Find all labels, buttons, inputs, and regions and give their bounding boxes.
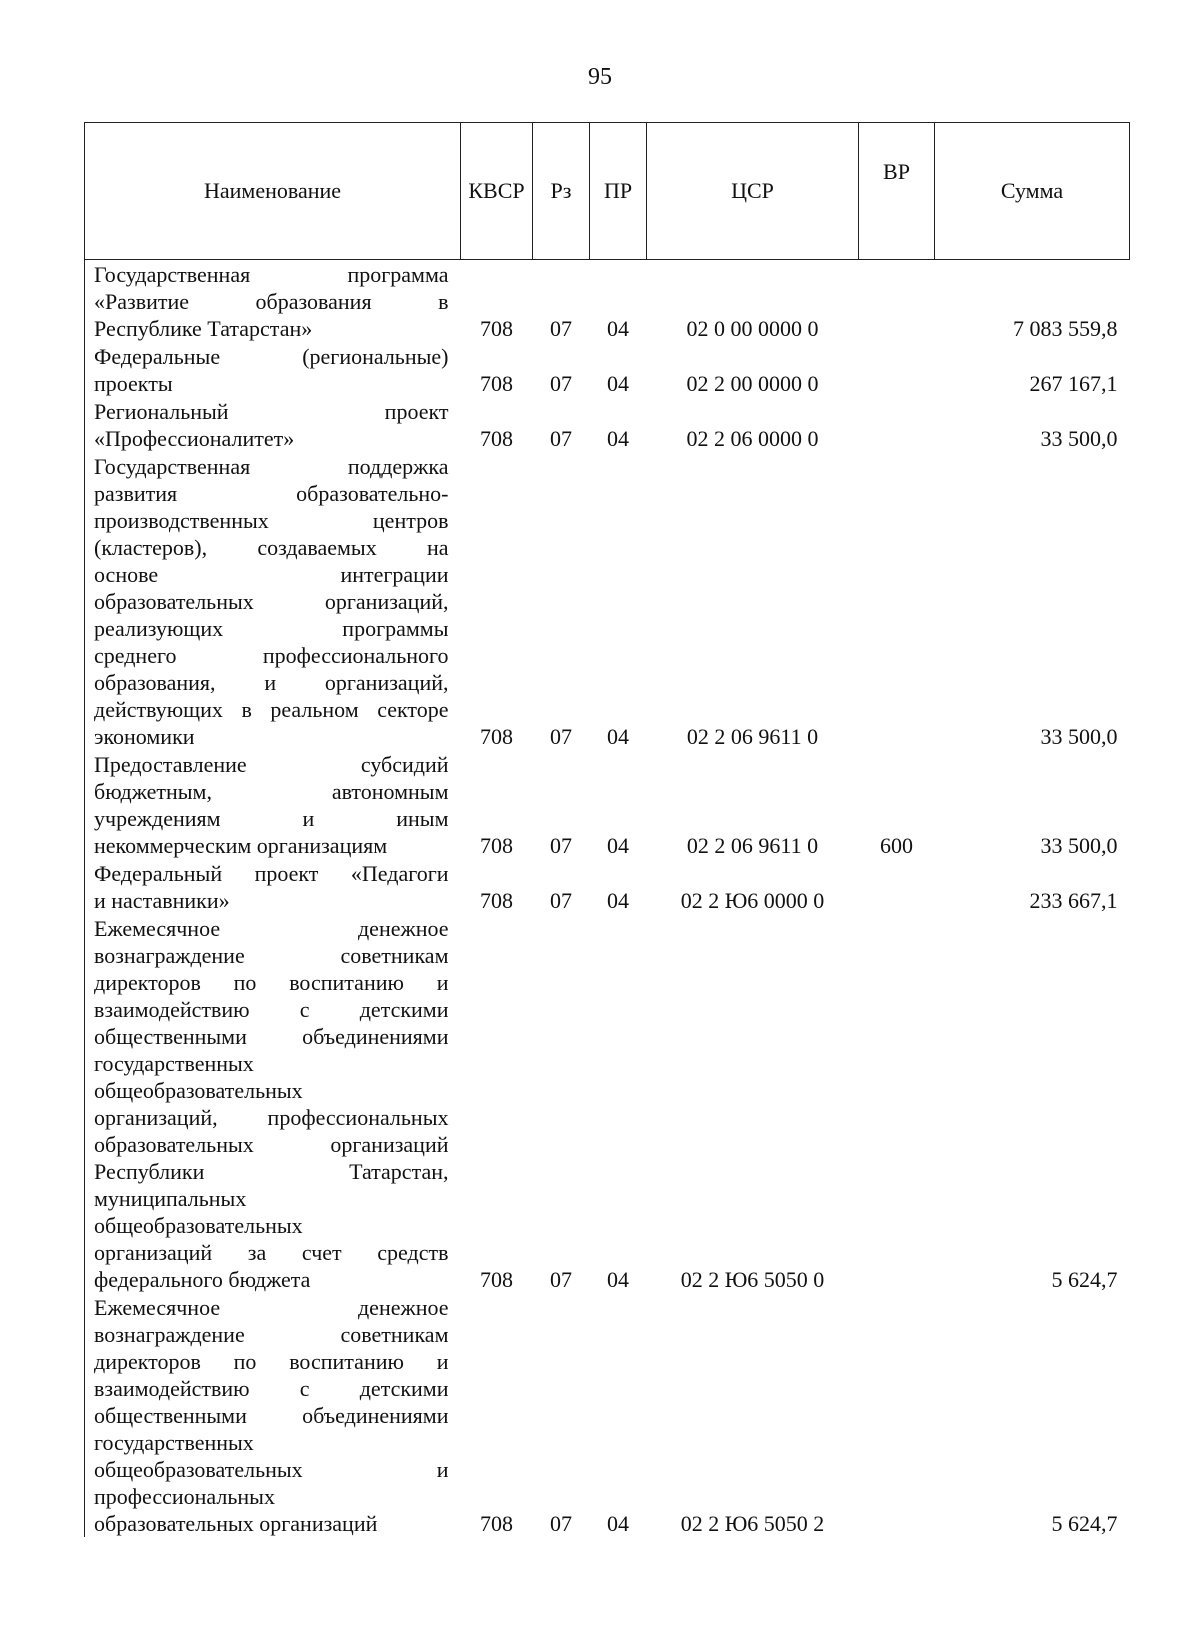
row-name (85, 859, 461, 914)
row-pr: 04 (607, 426, 629, 451)
row-rz: 07 (550, 426, 572, 451)
row-rz: 07 (550, 724, 572, 749)
row-pr: 04 (607, 833, 629, 858)
row-pr: 04 (607, 1267, 629, 1292)
row-csr: 02 2 06 0000 0 (686, 426, 819, 451)
row-name-line: и наставники» (94, 888, 230, 913)
row-kvsr: 708 (480, 1511, 513, 1536)
row-vr (859, 1293, 935, 1537)
header-name: Наименование (85, 123, 461, 260)
row-name-line: Региональный проект (94, 399, 449, 424)
row-name-line: «Профессионалитет» (94, 426, 295, 451)
row-name-line: общественными объединениями (94, 1403, 449, 1428)
row-name-line: развития образовательно- (94, 481, 449, 506)
table-body (85, 260, 1130, 1538)
row-name-line: федерального бюджета (94, 1267, 311, 1292)
row-kvsr: 708 (480, 1267, 513, 1292)
row-pr: 04 (607, 371, 629, 396)
row-vr (859, 397, 935, 452)
row-vr (859, 859, 935, 914)
row-name-line: общеобразовательных (94, 1213, 303, 1238)
row-name-line: некоммерческим организациям (94, 833, 388, 858)
row-name (85, 750, 461, 859)
header-csr: ЦСР (647, 123, 859, 260)
row-name-line: проекты (94, 371, 173, 396)
row-name-line: вознаграждение советникам (94, 1322, 449, 1347)
row-csr: 02 0 00 0000 0 (686, 316, 819, 341)
table-row (85, 750, 1130, 859)
table-row (85, 452, 1130, 750)
table-row (85, 260, 1130, 343)
row-pr: 04 (607, 1511, 629, 1536)
row-pr: 04 (607, 888, 629, 913)
row-name-line: Республики Татарстан, (94, 1159, 449, 1184)
row-rz: 07 (550, 316, 572, 341)
row-csr: 02 2 06 9611 0 (686, 833, 819, 858)
table-row (85, 859, 1130, 914)
row-name-line: Ежемесячное денежное (94, 1295, 449, 1320)
header-rz: Рз (533, 123, 590, 260)
row-name-line: организаций за счет средств (94, 1240, 449, 1265)
table-row (85, 1293, 1130, 1537)
row-name (85, 260, 461, 343)
row-name-line: учреждениям и иным (94, 806, 449, 831)
row-name-line: вознаграждение советникам (94, 943, 449, 968)
row-vr (859, 342, 935, 397)
row-name-line: действующих в реальном секторе (94, 697, 449, 722)
row-rz: 07 (550, 833, 572, 858)
row-vr: 600 (880, 833, 913, 858)
row-pr: 04 (607, 316, 629, 341)
row-kvsr: 708 (480, 426, 513, 451)
row-name-line: Ежемесячное денежное (94, 916, 449, 941)
table-row (85, 342, 1130, 397)
row-name-line: образовательных организаций, (94, 589, 449, 614)
row-name-line: Предоставление субсидий (94, 752, 449, 777)
row-name-line: директоров по воспитанию и (94, 1349, 449, 1374)
row-kvsr: 708 (480, 833, 513, 858)
row-name-line: экономики (94, 724, 195, 749)
page-number: 95 (588, 64, 612, 90)
row-vr (859, 914, 935, 1293)
row-rz: 07 (550, 371, 572, 396)
row-rz: 07 (550, 1267, 572, 1292)
row-rz: 07 (550, 888, 572, 913)
header-kvsr: КВСР (461, 123, 533, 260)
row-name-line: Государственная поддержка (94, 454, 449, 479)
row-name-line: Федеральный проект «Педагоги (94, 861, 449, 886)
row-rz: 07 (550, 1511, 572, 1536)
row-kvsr: 708 (480, 371, 513, 396)
table-row (85, 914, 1130, 1293)
row-csr: 02 2 00 0000 0 (686, 371, 819, 396)
row-name-line: производственных центров (94, 508, 449, 533)
row-name-line: муниципальных (94, 1186, 247, 1211)
header-pr: ПР (590, 123, 647, 260)
row-name-line: реализующих программы (94, 616, 449, 641)
row-pr: 04 (607, 724, 629, 749)
row-sum: 33 500,0 (1040, 833, 1118, 858)
row-name-line: (кластеров), создаваемых на (94, 535, 449, 560)
row-name (85, 342, 461, 397)
row-sum: 7 083 559,8 (1013, 316, 1118, 341)
header-vr: ВР (859, 123, 935, 260)
row-name-line: бюджетным, автономным (94, 779, 449, 804)
row-name (85, 397, 461, 452)
row-csr: 02 2 Ю6 0000 0 (680, 888, 825, 913)
row-kvsr: 708 (480, 724, 513, 749)
budget-table (84, 122, 1130, 1537)
row-name-line: общеобразовательных и (94, 1457, 449, 1482)
row-name-line: «Развитие образования в (94, 289, 449, 314)
row-name-line: взаимодействию с детскими (94, 997, 449, 1022)
row-sum: 5 624,7 (1051, 1267, 1118, 1292)
table-header (85, 123, 1130, 260)
row-name-line: директоров по воспитанию и (94, 970, 449, 995)
row-name-line: взаимодействию с детскими (94, 1376, 449, 1401)
row-vr (859, 452, 935, 750)
row-sum: 33 500,0 (1040, 426, 1118, 451)
row-name (85, 452, 461, 750)
header-sum: Сумма (935, 123, 1130, 260)
row-name-line: общеобразовательных (94, 1078, 303, 1103)
row-name-line: государственных (94, 1051, 254, 1076)
row-kvsr: 708 (480, 888, 513, 913)
table-row (85, 397, 1130, 452)
row-sum: 33 500,0 (1040, 724, 1118, 749)
row-sum: 267 167,1 (1029, 371, 1118, 396)
row-kvsr: 708 (480, 316, 513, 341)
row-name (85, 1293, 461, 1537)
row-name-line: Федеральные (региональные) (94, 344, 449, 369)
row-vr (859, 260, 935, 343)
row-name-line: Республике Татарстан» (94, 316, 313, 341)
row-name-line: основе интеграции (94, 562, 449, 587)
row-name-line: Государственная программа (94, 262, 449, 287)
row-name-line: образовательных организаций (94, 1132, 449, 1157)
row-sum: 5 624,7 (1051, 1511, 1118, 1536)
row-name-line: общественными объединениями (94, 1024, 449, 1049)
row-name-line: образования, и организаций, (94, 670, 449, 695)
row-name-line: организаций, профессиональных (94, 1105, 449, 1130)
row-name-line: государственных (94, 1430, 254, 1455)
row-name-line: среднего профессионального (94, 643, 449, 668)
row-csr: 02 2 Ю6 5050 0 (680, 1267, 825, 1292)
row-csr: 02 2 06 9611 0 (686, 724, 819, 749)
row-sum: 233 667,1 (1029, 888, 1118, 913)
row-name (85, 914, 461, 1293)
row-name-line: профессиональных (94, 1484, 275, 1509)
row-name-line: образовательных организаций (94, 1511, 378, 1536)
row-csr: 02 2 Ю6 5050 2 (680, 1511, 825, 1536)
